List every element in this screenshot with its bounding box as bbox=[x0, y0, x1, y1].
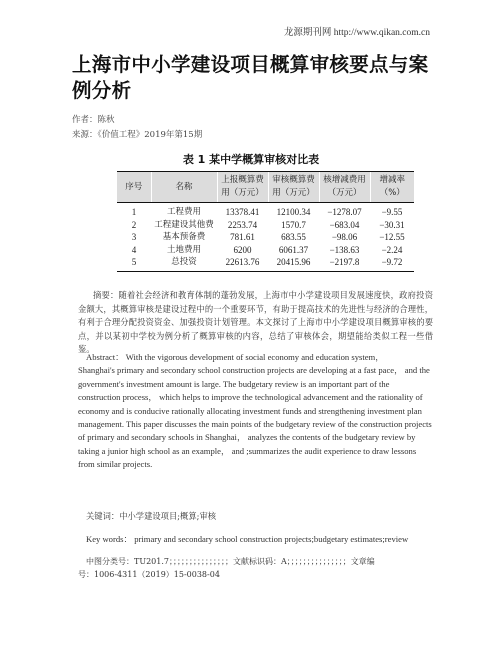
classification-line-2: 号：1006-4311（2019）15-0038-04 bbox=[78, 570, 220, 579]
table-row bbox=[117, 256, 414, 271]
header-rate: 增减率（%） bbox=[370, 172, 414, 203]
article-title: 上海市中小学建设项目概算审核要点与案例分析 bbox=[72, 53, 429, 102]
cell-rate: −12.55 bbox=[379, 232, 405, 242]
cell-name: 土地费用 bbox=[166, 244, 201, 255]
cell-index: 5 bbox=[117, 256, 151, 271]
cell-rate: −2.24 bbox=[381, 244, 403, 255]
header-index: 序号 bbox=[117, 172, 151, 203]
cell-rate: −9.72 bbox=[370, 256, 414, 271]
keywords-english: Key words： primary and secondary school construction projects;budgetary estimates;review bbox=[86, 534, 409, 544]
table-header-row bbox=[117, 172, 414, 203]
cell-reported: 781.61 bbox=[230, 232, 255, 242]
cell-reviewed: 683.55 bbox=[281, 232, 306, 242]
source-line: 来源：《价值工程》2019年第15期 bbox=[72, 130, 203, 140]
cell-reviewed: 1570.7 bbox=[281, 219, 306, 230]
cell-adjustment: −2197.8 bbox=[319, 256, 370, 271]
budget-comparison-table bbox=[117, 171, 414, 272]
cell-reviewed: 6061.37 bbox=[278, 244, 309, 255]
header-name: 名称 bbox=[151, 172, 217, 203]
cell-name: 基本预备费 bbox=[162, 232, 206, 242]
cell-adjustment: −683.04 bbox=[329, 219, 360, 230]
table-row bbox=[117, 231, 414, 244]
cell-reviewed: 20415.96 bbox=[268, 256, 319, 271]
classification-line-1: 中图分类号：TU201.7；；；；；；；；；；；；；；；文献标识码：A；；；；；；；；；；；；；；；文章编 bbox=[86, 557, 375, 566]
table-caption: 表 1 某中学概算审核对比表 bbox=[182, 153, 320, 166]
abstract-english bbox=[78, 351, 433, 472]
journal-site-header: 龙源期刊网 http://www.qikan.com.cn bbox=[283, 28, 430, 38]
cell-adjustment: −1278.07 bbox=[327, 207, 362, 217]
cell-name: 总投资 bbox=[151, 256, 217, 271]
cell-reviewed: 12100.34 bbox=[276, 207, 311, 217]
cell-rate: −9.55 bbox=[381, 207, 403, 217]
abstract-chinese: 摘要：随着社会经济和教育体制的蓬勃发展，上海市中小学建设项目发展速度快，政府投资金额大，其概算审核是建设过程中的一个重要环节，有助于提高技术的先进性与经济的合理性，有利于合理分配投资资金、加强投资计划管理。本文探讨了上海市中小学建设项目概算审核的要点，并以某初中学校为例分析了概算审核的内容，总结了审核体会，期望能给类似工程一些借鉴。 bbox=[78, 290, 433, 354]
cell-index: 2 bbox=[131, 219, 137, 230]
table-row bbox=[117, 244, 414, 257]
header-reviewed: 审核概算费用（万元） bbox=[268, 172, 319, 203]
cell-reported: 13378.41 bbox=[225, 207, 260, 217]
cell-adjustment: −98.06 bbox=[331, 232, 358, 242]
cell-reported: 2253.74 bbox=[227, 219, 258, 230]
cell-index: 1 bbox=[131, 207, 137, 217]
keywords-chinese: 关键词：中小学建设项目;概算;审核 bbox=[86, 511, 217, 521]
cell-index: 4 bbox=[131, 244, 137, 255]
abstract-english-lead: Abstract： With the vigorous development of social economy and education system， bbox=[86, 352, 384, 362]
cell-name: 工程费用 bbox=[166, 207, 201, 217]
cell-index: 3 bbox=[131, 232, 137, 242]
header-reported: 上报概算费用（万元） bbox=[217, 172, 268, 203]
cell-reported: 6200 bbox=[233, 244, 252, 255]
cell-reported: 22613.76 bbox=[217, 256, 268, 271]
header-adjustment: 核增减费用（万元） bbox=[319, 172, 370, 203]
classification-info bbox=[78, 555, 441, 581]
table-row bbox=[117, 219, 414, 232]
author-line: 作者：陈秋 bbox=[72, 115, 115, 125]
abstract-english-body: Shanghai's primary and secondary school construction projects are developing at a fast pace， and the government's investment amount is large. The budgetary review is an important part of the construction process， which helps to improve the technological advancement and the rationality of economy and is conducive rationally allocating investment funds and strengthening investment plan management. This paper discusses the main points of the budgetary review of the construction projects of primary and secondary schools in Shanghai， analyzes the contents of the budgetary review by taking a junior high school as an example， and ;summarizes the audit experience to draw lessons from similar projects. bbox=[78, 365, 432, 470]
table-row bbox=[117, 203, 414, 219]
cell-rate: −30.31 bbox=[379, 219, 405, 230]
cell-name: 工程建设其他费 bbox=[154, 219, 214, 230]
cell-adjustment: −138.63 bbox=[329, 244, 360, 255]
